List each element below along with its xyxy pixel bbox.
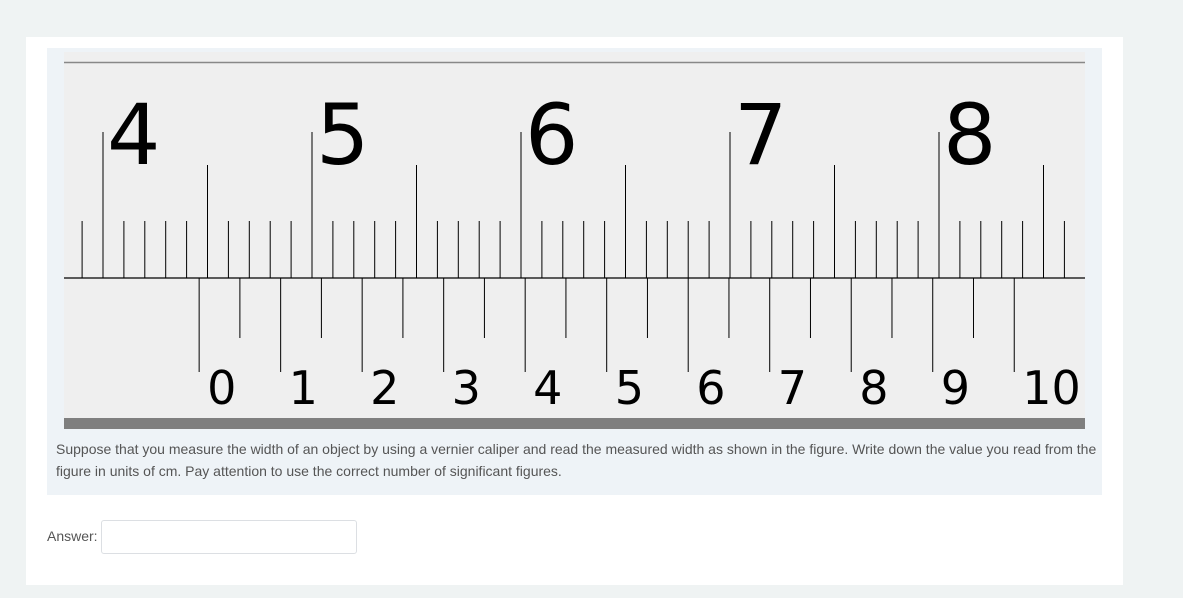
main-scale-label: 4 (107, 86, 161, 184)
vernier-scale-label: 10 (1022, 361, 1081, 415)
vernier-caliper-figure (64, 52, 1085, 429)
vernier-scale-label: 5 (614, 361, 644, 415)
vernier-scale-label: 7 (777, 361, 807, 415)
vernier-bottom-edge (64, 418, 1085, 429)
vernier-scale-label: 1 (288, 361, 318, 415)
vernier-scale-label: 0 (207, 361, 237, 415)
main-scale-label: 6 (525, 86, 579, 184)
vernier-scale-label: 2 (370, 361, 400, 415)
vernier-scale-label: 9 (940, 361, 971, 415)
vernier-scale-label: 6 (696, 361, 726, 415)
vernier-scale-label: 3 (451, 361, 481, 415)
answer-label: Answer: (47, 528, 98, 544)
answer-input[interactable] (101, 520, 357, 554)
vernier-scale-label: 4 (533, 361, 563, 415)
vernier-scale-label: 8 (859, 361, 889, 415)
question-text: Suppose that you measure the width of an object by using a vernier caliper and read the measured width as shown in the figure. Write down the value you read from the figure in units of cm. Pay attention to use the correct number of significant figures. (56, 441, 1097, 479)
main-scale-label: 8 (943, 86, 997, 184)
main-scale-label: 7 (734, 86, 788, 184)
main-scale-label: 5 (316, 86, 370, 184)
vernier-caliper-drawing (64, 52, 1085, 429)
